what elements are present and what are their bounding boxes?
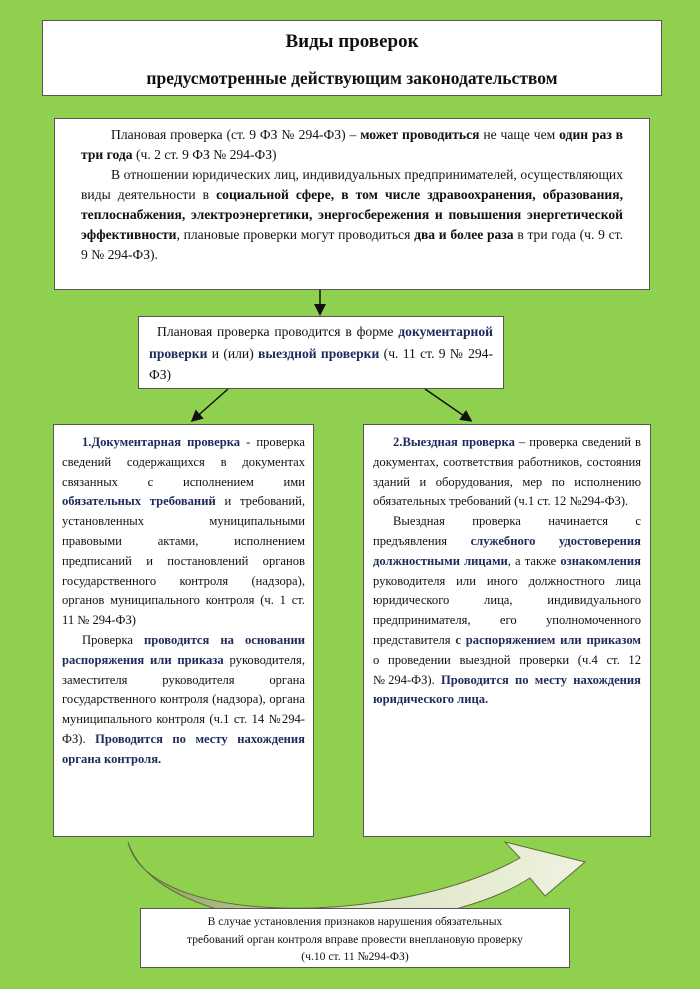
documentary-paragraph-2: Проверка проводится на основании распоряжения или приказа руководителя, заместителя руководителя органа государственного контроля (надзора), органа муниципального контроля (ч.1 ст. 14 №294-ФЗ). Проводится по месту нахождения органа контроля. xyxy=(62,632,305,766)
planned-paragraph-2: В отношении юридических лиц, индивидуальных предпринимателей, осуществляющих виды деятельности в социальной сфере, в том числе здравоохранения, образования, теплоснабжения, электроэнергетики, энергосбережения и повышения энергетической эффективности, плановые проверки могут проводиться два и более раза в три года (ч. 9 ст. 9 № 294-ФЗ). xyxy=(81,167,623,262)
unscheduled-line-3: (ч.10 ст. 11 №294-ФЗ) xyxy=(301,950,409,963)
page-subtitle: предусмотренные действующим законодательством xyxy=(146,68,558,88)
unscheduled-inspection-box xyxy=(140,908,570,968)
page-title: Виды проверок xyxy=(285,31,419,52)
documentary-inspection-box xyxy=(53,424,314,837)
planned-paragraph-1: Плановая проверка (ст. 9 ФЗ № 294-ФЗ) – может проводиться не чаще чем один раз в три года (ч. 2 ст. 9 ФЗ № 294-ФЗ) xyxy=(81,127,624,162)
unscheduled-line-1: В случае установления признаков нарушения обязательных xyxy=(207,915,503,928)
field-inspection-box xyxy=(363,424,651,837)
documentary-paragraph-1: 1.Документарная проверка - проверка сведений содержащихся в документах связанных с исполнением ими обязательных требований и требований, установленных муниципальными правовыми актами, исполнением предписаний и постановлений органов государственного контроля (надзора), органов муниципального контроля (ч. 1 ст. 11 № 294-ФЗ) xyxy=(62,435,306,628)
inspection-form-box xyxy=(138,316,504,389)
field-paragraph-1: 2.Выездная проверка – проверка сведений в документах, соответствия работников, состояния зданий и оборудования, мер по исполнению обязательных требований (ч.1 ст. 12 №294-ФЗ). xyxy=(373,435,641,509)
field-paragraph-2: Выездная проверка начинается с предъявления служебного удостоверения должностными лицами, а также ознакомления руководителя или иного должностного лица юридического лица, индивидуального предпринимателя, его уполномоченного представителя с распоряжением или приказом о проведении выездной проверки (ч.4 ст. 12 №294-ФЗ). Проводится по месту нахождения юридического лица. xyxy=(373,514,641,707)
planned-inspection-box xyxy=(54,118,650,290)
arrow-form-to-documentary xyxy=(193,389,228,420)
title-box xyxy=(42,20,662,96)
form-paragraph: Плановая проверка проводится в форме документарной проверки и (или) выездной проверки (ч. 11 ст. 9 № 294-ФЗ) xyxy=(149,324,493,382)
unscheduled-line-2: требований орган контроля вправе провести внеплановую проверку xyxy=(187,932,523,946)
arrow-form-to-field xyxy=(425,389,470,420)
